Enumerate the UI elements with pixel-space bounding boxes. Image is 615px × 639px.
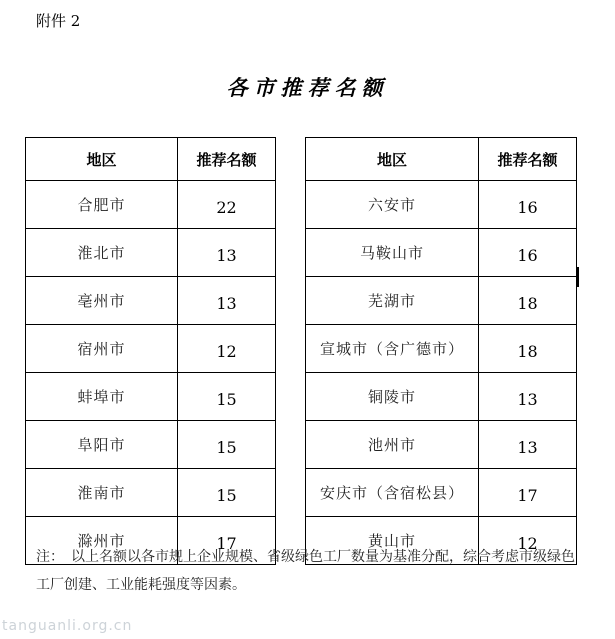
- quota-cell: 15: [178, 421, 276, 469]
- table-row: [26, 325, 276, 373]
- quota-cell: 12: [479, 517, 577, 565]
- region-cell: 合肥市: [26, 181, 178, 229]
- quota-cell: 16: [479, 181, 577, 229]
- region-cell: 淮北市: [26, 229, 178, 277]
- header-quota: 推荐名额: [178, 138, 276, 181]
- region-cell: 六安市: [306, 181, 479, 229]
- page-title: 各市推荐名额: [226, 75, 389, 100]
- table-header-row: [26, 138, 276, 181]
- quota-cell: 15: [178, 469, 276, 517]
- header-region: 地区: [306, 138, 479, 181]
- region-cell: 宿州市: [26, 325, 178, 373]
- table-row: [26, 277, 276, 325]
- region-cell: 芜湖市: [306, 277, 479, 325]
- quota-cell: 13: [178, 229, 276, 277]
- region-cell: 亳州市: [26, 277, 178, 325]
- region-cell: 宣城市（含广德市）: [306, 325, 479, 373]
- quota-cell: 17: [178, 517, 276, 565]
- table-header-row: [306, 138, 577, 181]
- table-row: [306, 325, 577, 373]
- table-row: [26, 469, 276, 517]
- region-cell: 阜阳市: [26, 421, 178, 469]
- watermark: tanguanli.org.cn: [2, 618, 133, 634]
- quota-cell: 12: [178, 325, 276, 373]
- table-row: [26, 373, 276, 421]
- region-cell: 马鞍山市: [306, 229, 479, 277]
- quota-table-right: [305, 137, 577, 565]
- quota-cell: 13: [479, 421, 577, 469]
- table-row: [306, 277, 577, 325]
- attachment-label: 附件 2: [36, 12, 81, 30]
- region-cell: 蚌埠市: [26, 373, 178, 421]
- region-cell: 滁州市: [26, 517, 178, 565]
- quota-cell: 17: [479, 469, 577, 517]
- table-row: [306, 373, 577, 421]
- table-row: [26, 181, 276, 229]
- table-row: [26, 421, 276, 469]
- header-region: 地区: [26, 138, 178, 181]
- region-cell: 淮南市: [26, 469, 178, 517]
- quota-cell: 13: [178, 277, 276, 325]
- table-row: [26, 229, 276, 277]
- header-quota: 推荐名额: [479, 138, 577, 181]
- region-cell: 铜陵市: [306, 373, 479, 421]
- quota-cell: 18: [479, 277, 577, 325]
- table-footnote: 注： 以上名额以各市规上企业规模、省级绿色工厂数量为基准分配，综合考虑市级绿色工厂创建、工业能耗强度等因素。: [36, 549, 575, 593]
- quota-cell: 15: [178, 373, 276, 421]
- text-cursor-mark: [577, 267, 579, 287]
- quota-cell: 13: [479, 373, 577, 421]
- quota-cell: 16: [479, 229, 577, 277]
- region-cell: 池州市: [306, 421, 479, 469]
- quota-cell: 22: [178, 181, 276, 229]
- region-cell: 黄山市: [306, 517, 479, 565]
- table-row: [306, 181, 577, 229]
- table-row: [306, 229, 577, 277]
- quota-cell: 18: [479, 325, 577, 373]
- table-row: [306, 421, 577, 469]
- quota-table-left: [25, 137, 276, 565]
- table-row: [306, 469, 577, 517]
- region-cell: 安庆市（含宿松县）: [306, 469, 479, 517]
